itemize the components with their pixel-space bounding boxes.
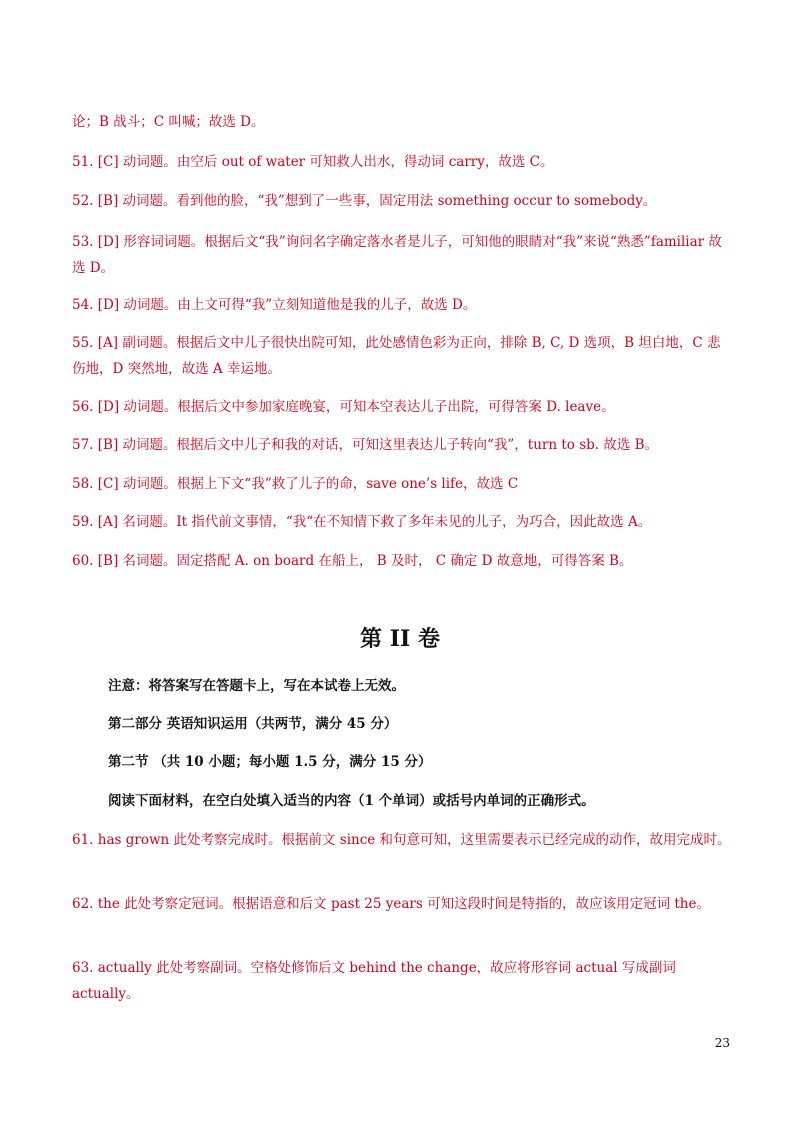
notice-line: 注意：将答案写在答题卡上，写在本试卷上无效。: [108, 678, 405, 694]
explanation-line: 论；B 战斗；C 叫喊；故选 D。: [72, 114, 265, 130]
instruction-line: 阅读下面材料，在空白处填入适当的内容（1 个单词）或括号内单词的正确形式。: [108, 793, 595, 809]
answer-61: 61. has grown 此处考察完成时。根据前文 since 和句意可知，这里需要表示已经完成的动作，故用完成时。: [72, 832, 731, 848]
explanation-57: 57. [B] 动词题。根据后文中儿子和我的对话，可知这里表达儿子转向“我”，turn to sb. 故选 B。: [72, 437, 659, 453]
explanation-56: 56. [D] 动词题。根据后文中参加家庭晚宴，可知本空表达儿子出院，可得答案 D. leave。: [72, 399, 615, 415]
answer-63: 63. actually 此处考察副词。空格处修饰后文 behind the change，故应将形容词 actual 写成副词 actually。: [72, 960, 676, 1002]
explanation-51: 51. [C] 动词题。由空后 out of water 可知救人出水，得动词 carry，故选 C。: [72, 154, 554, 170]
section-title: 第 II 卷: [360, 626, 440, 652]
part-heading: 第二部分 英语知识运用（共两节，满分 45 分）: [108, 716, 398, 732]
explanation-52: 52. [B] 动词题。看到他的脸，“我”想到了一些事，固定用法 something occur to somebody。: [72, 193, 657, 209]
explanation-55: 55. [A] 副词题。根据后文中儿子很快出院可知，此处感情色彩为正向，排除 B, C, D 选项，B 坦白地，C 悲伤地，D 突然地，故选 A 幸运地。: [72, 335, 721, 377]
explanation-53: 53. [D] 形容词词题。根据后文“我”询问名字确定落水者是儿子，可知他的眼睛对“我”来说“熟悉”familiar 故选 D。: [72, 234, 722, 276]
explanation-59: 59. [A] 名词题。It 指代前文事情，“我“在不知情下救了多年未见的儿子，为巧合，因此故选 A。: [72, 514, 652, 530]
explanation-54: 54. [D] 动词题。由上文可得“我”立刻知道他是我的儿子，故选 D。: [72, 297, 477, 313]
section-heading: 第二节 （共 10 小题；每小题 1.5 分，满分 15 分）: [108, 754, 432, 770]
answer-62: 62. the 此处考察定冠词。根据语意和后文 past 25 years 可知这段时间是特指的，故应该用定冠词 the。: [72, 896, 710, 912]
explanation-58: 58. [C] 动词题。根据上下文“我”救了儿子的命，save one’s life，故选 C: [72, 476, 519, 492]
page-number: 23: [714, 1036, 730, 1050]
explanation-60: 60. [B] 名词题。固定搭配 A. on board 在船上， B 及时， C 确定 D 故意地，可得答案 B。: [72, 553, 633, 569]
